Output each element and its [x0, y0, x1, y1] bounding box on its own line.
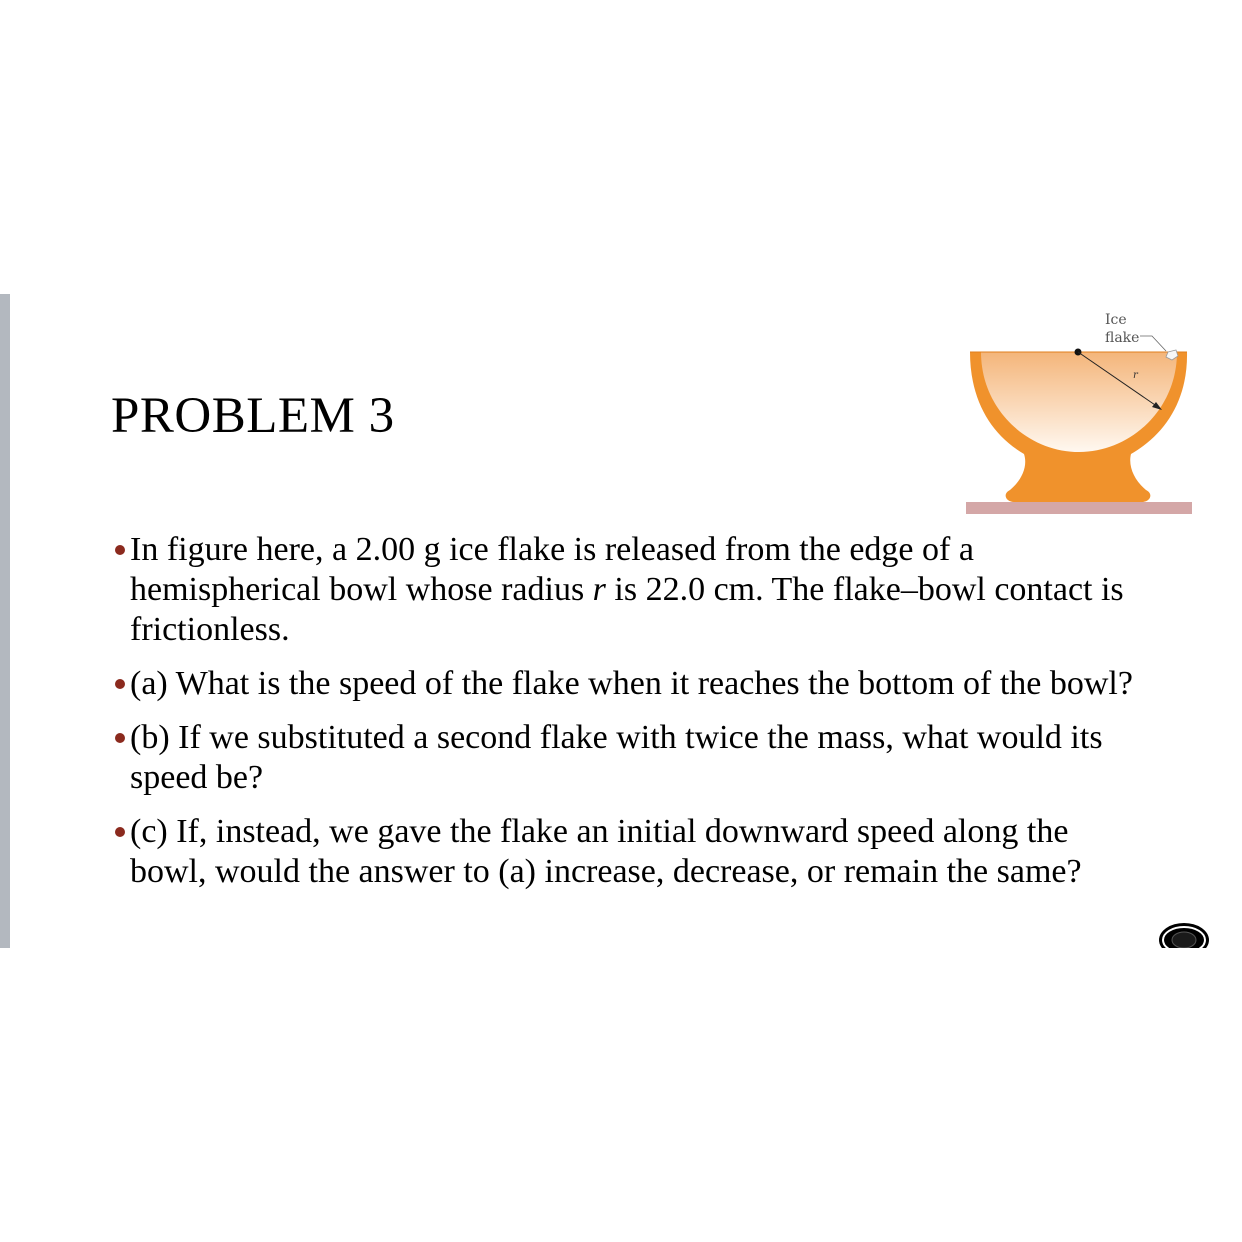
bullet-intro-text-rest: is 22.0 cm. The flake–bowl contact is frictionless.: [130, 571, 1124, 648]
slide: [0, 294, 1242, 948]
question-c-text: (c) If, instead, we gave the flake an initial downward speed along the bowl, would the answer to (a) increase, decrease, or remain the same?: [130, 813, 1082, 890]
ice-label: Ice: [1105, 312, 1127, 328]
table-surface: [966, 502, 1192, 514]
question-b-text: (b) If we substituted a second flake with twice the mass, what would its speed be?: [130, 719, 1103, 796]
record-button[interactable]: [1157, 916, 1211, 948]
problem-bullets: [111, 530, 1151, 906]
bullet-dot-icon: [115, 733, 125, 743]
bullet-intro-text: In figure here, a 2.00 g ice flake is released from the edge of a hemispherical bowl whose radius: [130, 531, 974, 608]
flake-leader-line: [1140, 336, 1166, 351]
bullet-intro: [111, 530, 1151, 650]
bullet-dot-icon: [115, 545, 125, 555]
slide-title: PROBLEM 3: [111, 388, 395, 444]
slide-side-bar: [0, 294, 10, 948]
radius-label: r: [1133, 370, 1138, 381]
bowl-figure: [966, 304, 1194, 518]
radius-variable: r: [592, 571, 606, 608]
bullet-question-c: [111, 812, 1151, 892]
record-circle-icon: [1157, 916, 1211, 948]
hemispherical-bowl-illustration: [966, 304, 1194, 518]
bullet-question-a: [111, 664, 1151, 704]
question-a-text: (a) What is the speed of the flake when it reaches the bottom of the bowl?: [130, 665, 1133, 702]
flake-label: flake: [1105, 330, 1140, 346]
bullet-question-b: [111, 718, 1151, 798]
bullet-dot-icon: [115, 679, 125, 689]
bullet-dot-icon: [115, 827, 125, 837]
